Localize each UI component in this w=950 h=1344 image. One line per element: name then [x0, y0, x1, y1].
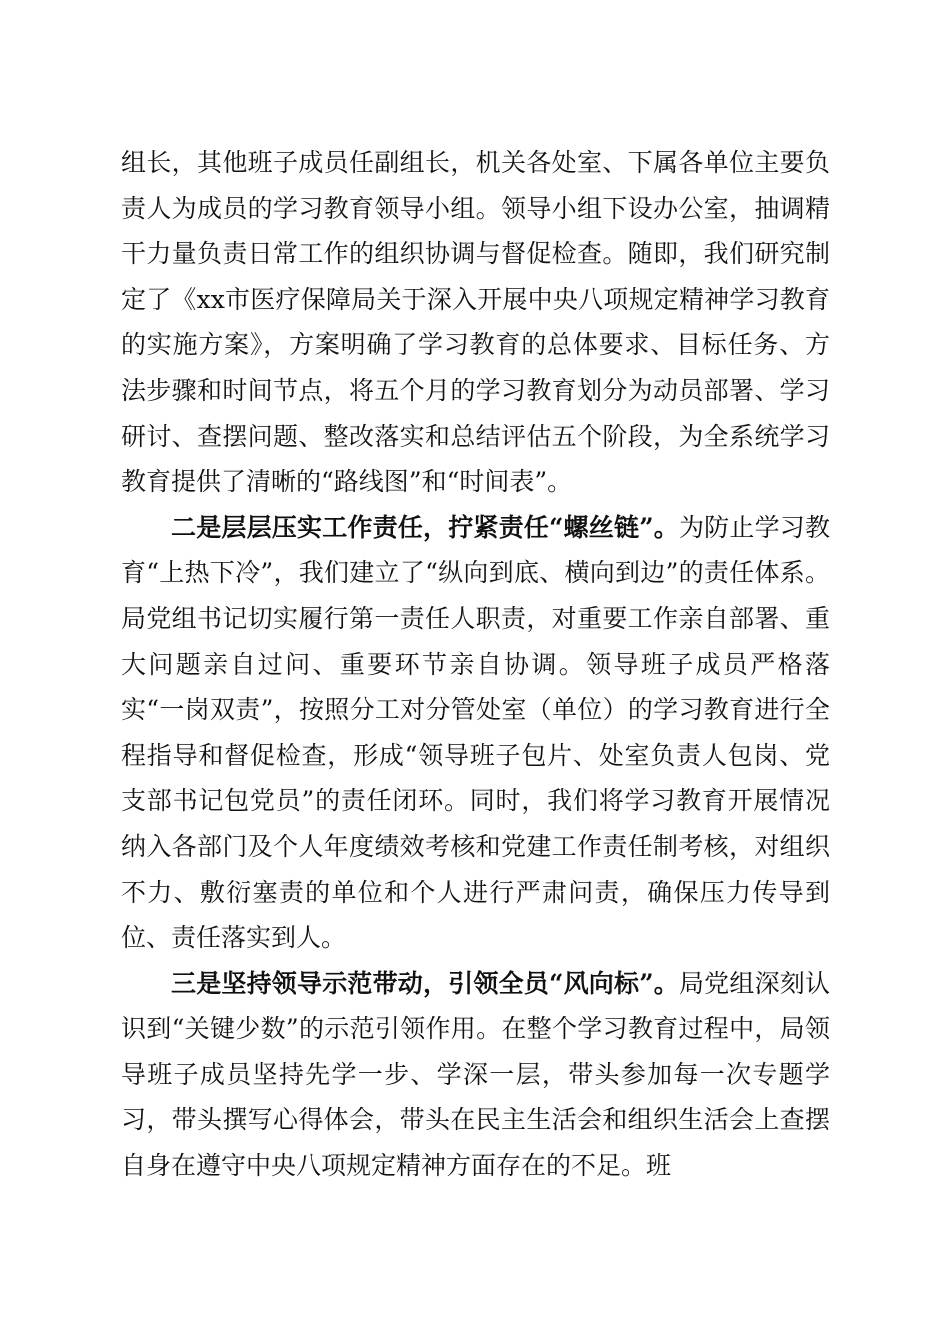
paragraph-text: 局党组深刻认识到“关键少数”的示范引领作用。在整个学习教育过程中，局领导班子成员坚持先学一步、学深一层，带头参加每一次专题学习，带头撰写心得体会，带头在民主生活会和组织生活会上查摆自身在遵守中央八项规定精神方面存在的不足。班: [121, 968, 830, 1181]
paragraph-continuation: [121, 140, 830, 505]
paragraph-text: 组长，其他班子成员任副组长，机关各处室、下属各单位主要负责人为成员的学习教育领导小组。领导小组下设办公室，抽调精干力量负责日常工作的组织协调与督促检查。随即，我们研究制定了《xx市医疗保障局关于深入开展中央八项规定精神学习教育的实施方案》，方案明确了学习教育的总体要求、目标任务、方法步骤和时间节点，将五个月的学习教育划分为动员部署、学习研讨、查摆问题、整改落实和总结评估五个阶段，为全系统学习教育提供了清晰的“路线图”和“时间表”。: [121, 148, 830, 497]
paragraph-lead-heading: 二是层层压实工作责任，拧紧责任“螺丝链”。: [171, 512, 679, 542]
paragraph-leadership: [121, 961, 830, 1189]
paragraph-text: 为防止学习教育“上热下冷”，我们建立了“纵向到底、横向到边”的责任体系。局党组书记切实履行第一责任人职责，对重要工作亲自部署、重大问题亲自过问、重要环节亲自协调。领导班子成员严格落实“一岗双责”，按照分工对分管处室（单位）的学习教育进行全程指导和督促检查，形成“领导班子包片、处室负责人包岗、党支部书记包党员”的责任闭环。同时，我们将学习教育开展情况纳入各部门及个人年度绩效考核和党建工作责任制考核，对组织不力、敷衍塞责的单位和个人进行严肃问责，确保压力传导到位、责任落实到人。: [121, 512, 830, 953]
document-body: [121, 140, 830, 1189]
paragraph-lead-heading: 三是坚持领导示范带动，引领全员“风向标”。: [171, 968, 679, 998]
paragraph-responsibility: [121, 505, 830, 961]
